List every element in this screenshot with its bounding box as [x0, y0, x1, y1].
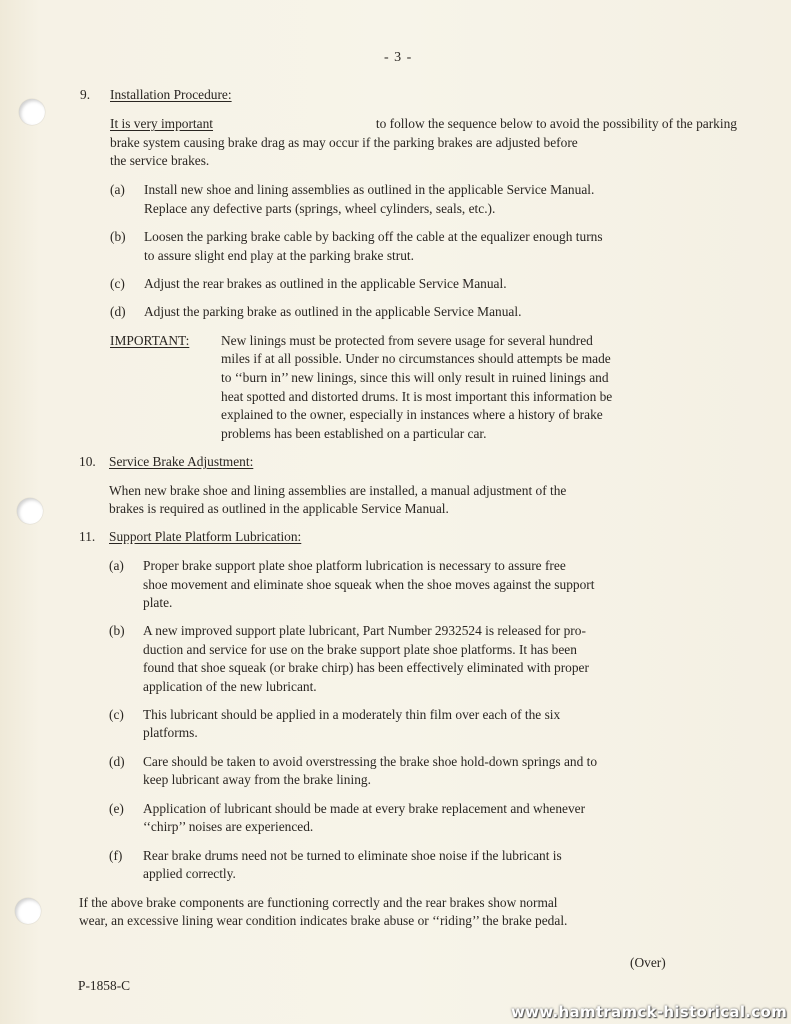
- item-9d-marker: (d): [110, 304, 126, 319]
- item-11a-line-2: shoe movement and eliminate shoe squeak when the shoe moves against the support: [143, 577, 595, 592]
- item-9b-line-2: to assure slight end play at the parking brake strut.: [144, 248, 414, 263]
- item-11a-line-3: plate.: [143, 595, 173, 610]
- item-11b-line-4: application of the new lubricant.: [143, 679, 317, 694]
- closing-line-2: wear, an excessive lining wear condition indicates brake abuse or ‘‘riding’’ the brake pedal.: [79, 913, 568, 928]
- item-11e-marker: (e): [109, 801, 124, 816]
- watermark-url: www.hamtramck-historical.com: [511, 1003, 787, 1021]
- item-11e-line-1: Application of lubricant should be made at every brake replacement and whenever: [143, 801, 586, 816]
- punch-hole-top: [19, 99, 45, 125]
- item-9a-line-2: Replace any defective parts (springs, wheel cylinders, seals, etc.).: [144, 201, 496, 216]
- section-9-intro-line-2: brake system causing brake drag as may occur if the parking brakes are adjusted before: [110, 135, 578, 150]
- item-11f-line-2: applied correctly.: [143, 866, 236, 881]
- item-9a-line-1: Install new shoe and lining assemblies as outlined in the applicable Service Manual.: [144, 182, 595, 197]
- item-11f-line-1: Rear brake drums need not be turned to eliminate shoe noise if the lubricant is: [143, 848, 562, 863]
- item-9c-marker: (c): [110, 276, 125, 291]
- item-11c-line-2: platforms.: [143, 725, 198, 740]
- item-11e-line-2: ‘‘chirp’’ noises are experienced.: [143, 819, 314, 834]
- item-9c-line-1: Adjust the rear brakes as outlined in the applicable Service Manual.: [144, 276, 507, 291]
- item-9d-line-1: Adjust the parking brake as outlined in the applicable Service Manual.: [144, 304, 522, 319]
- section-9-intro-line-3: the service brakes.: [110, 153, 210, 168]
- section-10-heading: Service Brake Adjustment:: [109, 454, 254, 469]
- important-line-4: heat spotted and distorted drums. It is most important this information be: [221, 389, 613, 404]
- item-11b-marker: (b): [109, 623, 125, 638]
- section-10-line-1: When new brake shoe and lining assemblies are installed, a manual adjustment of the: [109, 483, 567, 498]
- item-9b-marker: (b): [110, 229, 126, 244]
- item-9a-marker: (a): [110, 182, 125, 197]
- section-11-heading: Support Plate Platform Lubrication:: [109, 529, 302, 544]
- item-11c-line-1: This lubricant should be applied in a moderately thin film over each of the six: [143, 707, 561, 722]
- document-code: P-1858-C: [78, 978, 131, 993]
- section-9-intro-line-1: [110, 115, 737, 133]
- over-label: (Over): [630, 955, 666, 970]
- item-11a-marker: (a): [109, 558, 124, 573]
- item-11a-line-1: Proper brake support plate shoe platform lubrication is necessary to assure free: [143, 558, 566, 573]
- punch-hole-bottom: [15, 898, 41, 924]
- important-line-1: New linings must be protected from severe usage for several hundred: [221, 333, 593, 348]
- item-11f-marker: (f): [109, 848, 123, 863]
- important-line-6: problems has been established on a particular car.: [221, 426, 487, 441]
- intro-line-1-rest: to follow the sequence below to avoid the possibility of the parking: [375, 116, 737, 131]
- item-11c-marker: (c): [109, 707, 124, 722]
- section-10-number: 10.: [79, 454, 96, 469]
- item-11d-line-1: Care should be taken to avoid overstressing the brake shoe hold-down springs and to: [143, 754, 598, 769]
- important-line-3: to ‘‘burn in’’ new linings, since this will only result in ruined linings and: [221, 370, 609, 385]
- item-11b-line-2: duction and service for use on the brake support plate shoe platforms. It has been: [143, 642, 577, 657]
- item-11b-line-1: A new improved support plate lubricant, Part Number 2932524 is released for pro-: [143, 623, 586, 638]
- page-number: - 3 -: [384, 50, 413, 65]
- important-label: IMPORTANT:: [110, 333, 190, 348]
- punch-hole-middle: [17, 498, 43, 524]
- closing-line-1: If the above brake components are functioning correctly and the rear brakes show normal: [79, 895, 558, 910]
- item-11b-line-3: found that shoe squeak (or brake chirp) has been effectively eliminated with proper: [143, 660, 589, 675]
- item-11d-marker: (d): [109, 754, 125, 769]
- item-11d-line-2: keep lubricant away from the brake lining.: [143, 772, 371, 787]
- section-10-line-2: brakes is required as outlined in the applicable Service Manual.: [109, 501, 449, 516]
- important-line-2: miles if at all possible. Under no circumstances should attempts be made: [221, 351, 611, 366]
- section-9-heading: Installation Procedure:: [110, 87, 232, 102]
- section-11-number: 11.: [79, 529, 96, 544]
- important-line-5: explained to the owner, especially in instances where a history of brake: [221, 407, 603, 422]
- section-9-number: 9.: [80, 87, 91, 102]
- item-9b-line-1: Loosen the parking brake cable by backing off the cable at the equalizer enough turns: [144, 229, 603, 244]
- intro-emphasis: It is very important: [110, 116, 214, 131]
